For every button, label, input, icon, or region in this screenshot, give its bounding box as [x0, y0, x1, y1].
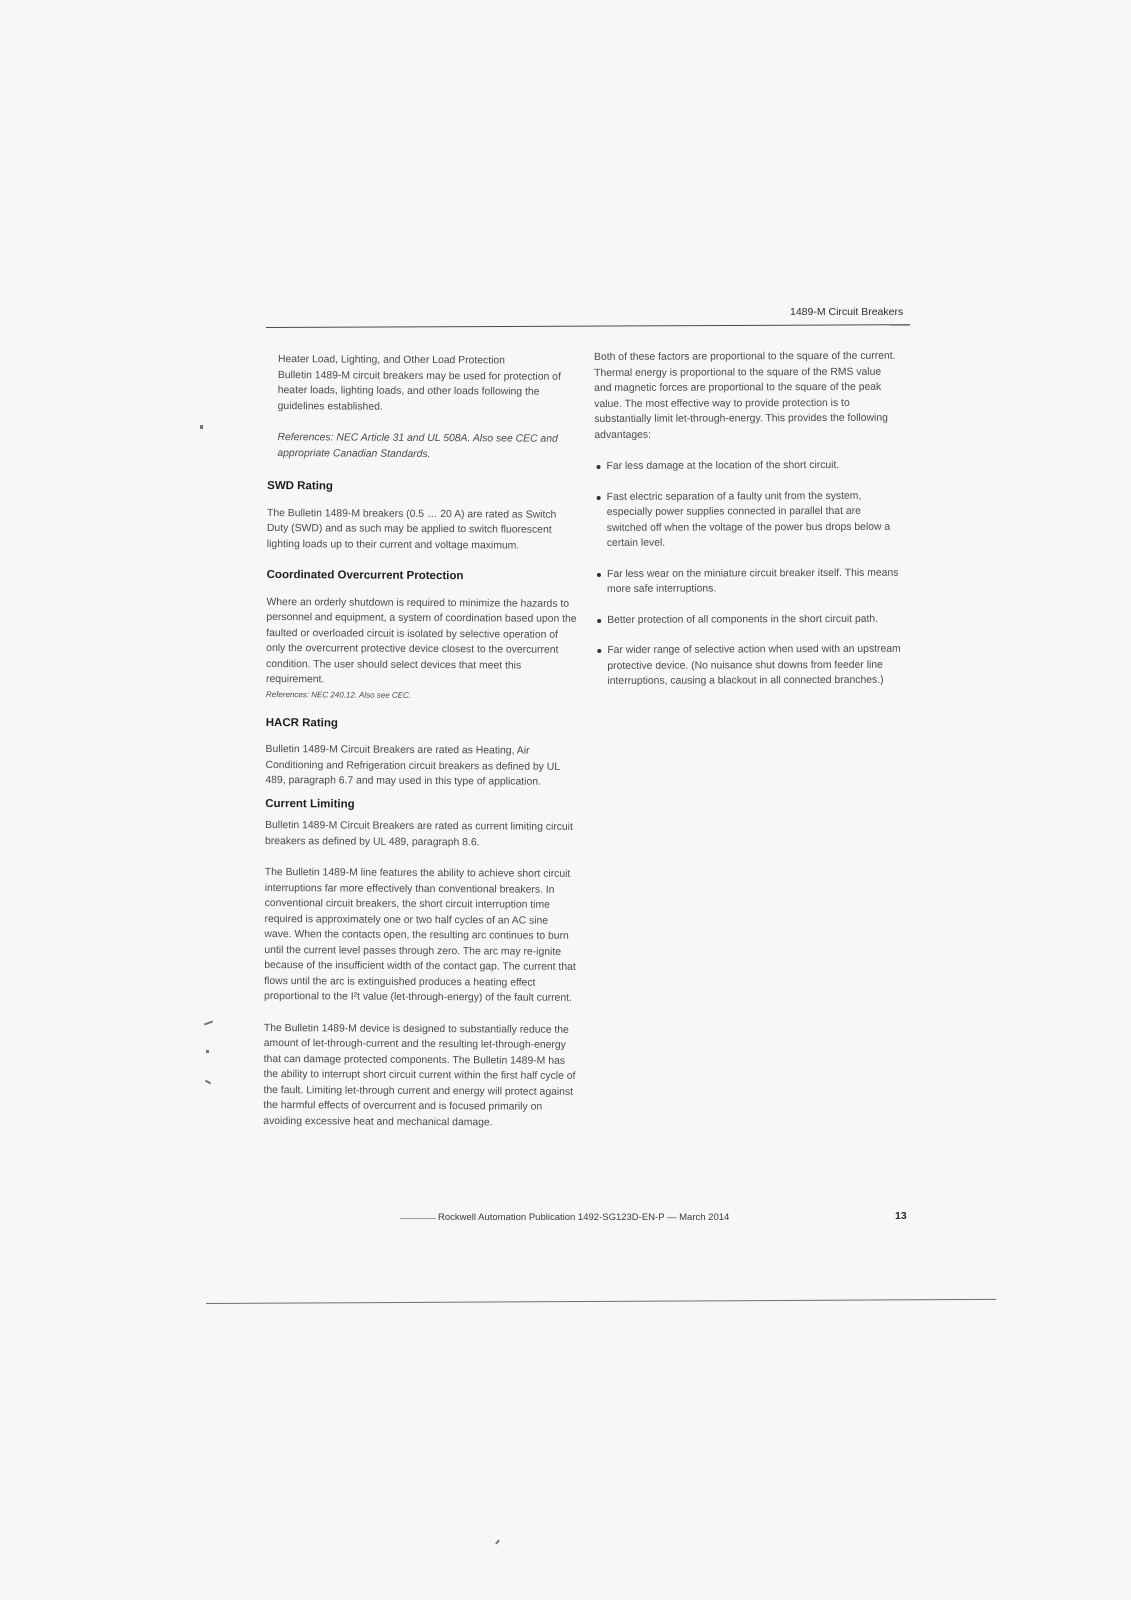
swd-rating-text: The Bulletin 1489-M breakers (0.5 … 20 A) are rated as Switch Duty (SWD) and as such may be applied to switch fluorescent lighting loads up to their current and voltage maximum. [266, 507, 557, 552]
footer-publication: Rockwell Automation Publication 1492-SG123D-EN-P — March 2014 [438, 1212, 730, 1223]
list-item: Far less damage at the location of the short circuit. [594, 458, 900, 475]
left-column [263, 352, 580, 1147]
list-item: Fast electric separation of a faulty unit from the system, especially power supplies connected in parallel that are switched off when the voltage of the power bus drops below a certain level. [595, 488, 901, 551]
list-item: Far less wear on the miniature circuit breaker itself. This means more safe interruptions. [595, 565, 901, 597]
current-limiting-heading: Current Limiting [265, 797, 355, 811]
scan-speck [204, 1021, 213, 1026]
heater-load-text: Bulletin 1489-M circuit breakers may be used for protection of heater loads, lighting loads, and other loads following the guidelines established. [277, 369, 561, 413]
heater-load-title: Heater Load, Lighting, and Other Load Protection [277, 354, 506, 367]
page-number: 13 [895, 1210, 907, 1222]
coordinated-protection-heading: Coordinated Overcurrent Protection [266, 568, 464, 583]
coordinated-protection-text: Where an orderly shutdown is required to minimize the hazards to personnel and equipment, a system of coordination based upon the faulted or overloaded circuit is isolated by selective operation of only the overcurrent protective device closest to the overcurrent condition. The user should select devices that meet this requirement. [265, 596, 577, 686]
factors-intro-text: Both of these factors are proportional to the square of the current. Thermal energy is proportional to the square of the RMS value and magnetic forces are proportional to the square of the peak value. The most effective way to provide protection is to substantially limit let-through-energy. This provides the following advantages: [594, 350, 896, 441]
scan-speck [495, 1539, 500, 1544]
swd-rating-heading: SWD Rating [267, 479, 334, 493]
coordinated-protection-references: References: NEC 240.12. Also see CEC. [265, 689, 412, 700]
current-limiting-text-3: The Bulletin 1489-M device is designed to substantially reduce the amount of let-through-current and the resulting let-through-energy that can damage protected components. The Bulletin 1489-M has the ability to interrupt short circuit current within the first half cycle of the fault. Limiting let-through current and energy will protect against the harmful effects of overcurrent and is focused primarily on avoiding excessive heat and mechanical damage. [263, 1022, 576, 1128]
scan-speck [206, 1050, 209, 1053]
list-item: Better protection of all components in the short circuit path. [595, 611, 901, 628]
scan-speck [205, 1080, 211, 1085]
list-item: Far wider range of selective action when used with an upstream protective device. (No nuisance shut downs from feeder line interruptions, causing a blackout in all connected branches.) [595, 642, 901, 690]
heater-load-references: References: NEC Article 31 and UL 508A. Also see CEC and appropriate Canadian Standards. [277, 432, 558, 460]
footer-rule [400, 1218, 436, 1219]
scan-edge-line [206, 1299, 996, 1304]
heater-load-section [268, 352, 580, 416]
current-limiting-text-2: The Bulletin 1489-M line features the ability to achieve short circuit interruptions far more effectively than conventional breakers. In conventional circuit breakers, the short circuit interruption time required is approximately one or two half cycles of an AC sine wave. When the contacts open, the resulting arc continues to burn until the current level passes through zero. The arc may re-ignite because of the insufficient width of the contact gap. The current that flows until the arc is extinguished produces a heating effect proportional to the I²t value (let-through-energy) of the fault current. [264, 866, 576, 1004]
hacr-rating-heading: HACR Rating [265, 716, 338, 729]
right-column [594, 349, 902, 705]
hacr-rating-text: Bulletin 1489-M Circuit Breakers are rated as Heating, Air Conditioning and Refrigeration circuit breakers as defined by UL 489, paragraph 6.7 and may used in this type of application. [265, 743, 560, 788]
header-rule [266, 324, 910, 328]
current-limiting-text-1: Bulletin 1489-M Circuit Breakers are rated as current limiting circuit breakers as defined by UL 489, paragraph 8.6. [264, 819, 573, 848]
running-header: 1489-M Circuit Breakers [790, 306, 904, 318]
scan-speck [200, 425, 203, 429]
advantages-list [594, 458, 901, 690]
